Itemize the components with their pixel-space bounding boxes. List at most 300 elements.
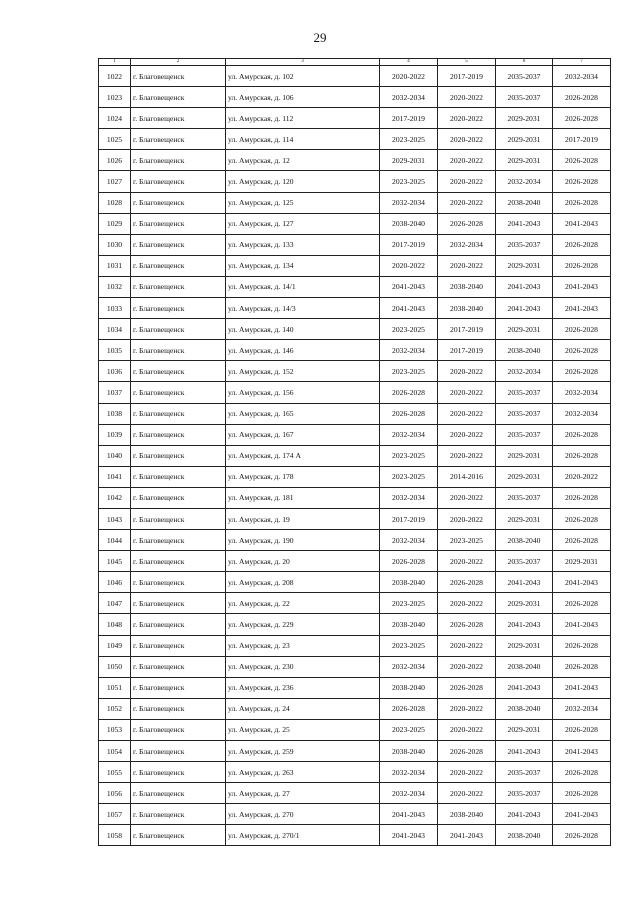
city-cell: г. Благовещенск — [131, 87, 226, 108]
address-cell: ул. Амурская, д. 236 — [226, 677, 380, 698]
row-number: 1046 — [99, 572, 131, 593]
period-cell-7: 2026-2028 — [553, 424, 611, 445]
address-cell: ул. Амурская, д. 270 — [226, 804, 380, 825]
period-cell-6: 2041-2043 — [496, 572, 553, 593]
table-row — [99, 171, 611, 192]
period-cell-7: 2032-2034 — [553, 698, 611, 719]
period-cell-5: 2026-2028 — [438, 213, 496, 234]
address-cell: ул. Амурская, д. 14/1 — [226, 276, 380, 297]
row-number: 1035 — [99, 340, 131, 361]
address-cell: ул. Амурская, д. 140 — [226, 319, 380, 340]
city-cell: г. Благовещенск — [131, 466, 226, 487]
table-row — [99, 445, 611, 466]
period-cell-5: 2020-2022 — [438, 783, 496, 804]
period-cell-4: 2023-2025 — [380, 445, 438, 466]
row-number: 1027 — [99, 171, 131, 192]
row-number: 1052 — [99, 698, 131, 719]
period-cell-5: 2020-2022 — [438, 656, 496, 677]
column-number-2: 2 — [131, 59, 226, 66]
table-row — [99, 614, 611, 635]
period-cell-7: 2026-2028 — [553, 361, 611, 382]
period-cell-6: 2035-2037 — [496, 424, 553, 445]
period-cell-6: 2035-2037 — [496, 487, 553, 508]
city-cell: г. Благовещенск — [131, 340, 226, 361]
period-cell-7: 2026-2028 — [553, 340, 611, 361]
period-cell-6: 2029-2031 — [496, 129, 553, 150]
city-cell: г. Благовещенск — [131, 677, 226, 698]
period-cell-5: 2038-2040 — [438, 804, 496, 825]
period-cell-6: 2029-2031 — [496, 255, 553, 276]
city-cell: г. Благовещенск — [131, 108, 226, 129]
city-cell: г. Благовещенск — [131, 234, 226, 255]
period-cell-6: 2035-2037 — [496, 66, 553, 87]
city-cell: г. Благовещенск — [131, 508, 226, 529]
column-number-3: 3 — [226, 59, 380, 66]
period-cell-6: 2029-2031 — [496, 319, 553, 340]
period-cell-7: 2026-2028 — [553, 719, 611, 740]
city-cell: г. Благовещенск — [131, 361, 226, 382]
period-cell-7: 2026-2028 — [553, 825, 611, 846]
period-cell-4: 2032-2034 — [380, 340, 438, 361]
city-cell: г. Благовещенск — [131, 382, 226, 403]
period-cell-6: 2029-2031 — [496, 445, 553, 466]
table-row — [99, 276, 611, 297]
city-cell: г. Благовещенск — [131, 614, 226, 635]
period-cell-5: 2020-2022 — [438, 762, 496, 783]
address-cell: ул. Амурская, д. 134 — [226, 255, 380, 276]
period-cell-7: 2029-2031 — [553, 551, 611, 572]
period-cell-5: 2020-2022 — [438, 508, 496, 529]
period-cell-4: 2023-2025 — [380, 466, 438, 487]
period-cell-4: 2032-2034 — [380, 424, 438, 445]
row-number: 1024 — [99, 108, 131, 129]
period-cell-5: 2020-2022 — [438, 593, 496, 614]
period-cell-6: 2041-2043 — [496, 276, 553, 297]
period-cell-5: 2020-2022 — [438, 487, 496, 508]
row-number: 1042 — [99, 487, 131, 508]
period-cell-5: 2020-2022 — [438, 87, 496, 108]
period-cell-7: 2026-2028 — [553, 234, 611, 255]
address-cell: ул. Амурская, д. 165 — [226, 403, 380, 424]
row-number: 1058 — [99, 825, 131, 846]
period-cell-5: 2038-2040 — [438, 276, 496, 297]
row-number: 1056 — [99, 783, 131, 804]
city-cell: г. Благовещенск — [131, 424, 226, 445]
table-row — [99, 698, 611, 719]
period-cell-4: 2032-2034 — [380, 530, 438, 551]
period-cell-7: 2041-2043 — [553, 213, 611, 234]
period-cell-7: 2041-2043 — [553, 804, 611, 825]
row-number: 1049 — [99, 635, 131, 656]
table-row — [99, 129, 611, 150]
address-cell: ул. Амурская, д. 174 А — [226, 445, 380, 466]
period-cell-6: 2038-2040 — [496, 340, 553, 361]
period-cell-6: 2038-2040 — [496, 698, 553, 719]
row-number: 1023 — [99, 87, 131, 108]
period-cell-6: 2029-2031 — [496, 635, 553, 656]
address-cell: ул. Амурская, д. 102 — [226, 66, 380, 87]
period-cell-4: 2041-2043 — [380, 298, 438, 319]
row-number: 1048 — [99, 614, 131, 635]
city-cell: г. Благовещенск — [131, 551, 226, 572]
row-number: 1025 — [99, 129, 131, 150]
period-cell-4: 2026-2028 — [380, 403, 438, 424]
city-cell: г. Благовещенск — [131, 445, 226, 466]
city-cell: г. Благовещенск — [131, 213, 226, 234]
table-row — [99, 825, 611, 846]
address-cell: ул. Амурская, д. 152 — [226, 361, 380, 382]
period-cell-4: 2032-2034 — [380, 487, 438, 508]
period-cell-7: 2026-2028 — [553, 508, 611, 529]
table-row — [99, 87, 611, 108]
period-cell-7: 2026-2028 — [553, 108, 611, 129]
row-number: 1045 — [99, 551, 131, 572]
period-cell-6: 2041-2043 — [496, 804, 553, 825]
period-cell-7: 2026-2028 — [553, 593, 611, 614]
row-number: 1031 — [99, 255, 131, 276]
address-cell: ул. Амурская, д. 229 — [226, 614, 380, 635]
city-cell: г. Благовещенск — [131, 762, 226, 783]
city-cell: г. Благовещенск — [131, 804, 226, 825]
row-number: 1057 — [99, 804, 131, 825]
period-cell-7: 2026-2028 — [553, 783, 611, 804]
row-number: 1026 — [99, 150, 131, 171]
table-row — [99, 319, 611, 340]
city-cell: г. Благовещенск — [131, 635, 226, 656]
city-cell: г. Благовещенск — [131, 192, 226, 213]
table-row — [99, 66, 611, 87]
table-row — [99, 403, 611, 424]
city-cell: г. Благовещенск — [131, 741, 226, 762]
period-cell-4: 2023-2025 — [380, 635, 438, 656]
period-cell-5: 2020-2022 — [438, 551, 496, 572]
period-cell-5: 2026-2028 — [438, 677, 496, 698]
table-row — [99, 108, 611, 129]
city-cell: г. Благовещенск — [131, 319, 226, 340]
period-cell-4: 2023-2025 — [380, 171, 438, 192]
period-cell-5: 2020-2022 — [438, 129, 496, 150]
row-number: 1047 — [99, 593, 131, 614]
row-number: 1055 — [99, 762, 131, 783]
period-cell-5: 2038-2040 — [438, 298, 496, 319]
period-cell-4: 2023-2025 — [380, 129, 438, 150]
address-cell: ул. Амурская, д. 178 — [226, 466, 380, 487]
period-cell-4: 2032-2034 — [380, 192, 438, 213]
address-cell: ул. Амурская, д. 106 — [226, 87, 380, 108]
column-number-5: 5 — [438, 59, 496, 66]
period-cell-4: 2041-2043 — [380, 825, 438, 846]
row-number: 1034 — [99, 319, 131, 340]
period-cell-4: 2032-2034 — [380, 783, 438, 804]
city-cell: г. Благовещенск — [131, 698, 226, 719]
period-cell-6: 2041-2043 — [496, 213, 553, 234]
period-cell-6: 2029-2031 — [496, 150, 553, 171]
period-cell-4: 2032-2034 — [380, 656, 438, 677]
period-cell-6: 2029-2031 — [496, 508, 553, 529]
city-cell: г. Благовещенск — [131, 783, 226, 804]
table-body — [99, 66, 611, 846]
period-cell-7: 2026-2028 — [553, 530, 611, 551]
table-row — [99, 382, 611, 403]
period-cell-4: 2038-2040 — [380, 213, 438, 234]
row-number: 1039 — [99, 424, 131, 445]
period-cell-7: 2026-2028 — [553, 445, 611, 466]
period-cell-4: 2017-2019 — [380, 234, 438, 255]
period-cell-6: 2029-2031 — [496, 108, 553, 129]
row-number: 1028 — [99, 192, 131, 213]
address-cell: ул. Амурская, д. 22 — [226, 593, 380, 614]
address-cell: ул. Амурская, д. 133 — [226, 234, 380, 255]
period-cell-6: 2032-2034 — [496, 171, 553, 192]
period-cell-7: 2032-2034 — [553, 382, 611, 403]
period-cell-6: 2041-2043 — [496, 677, 553, 698]
period-cell-5: 2014-2016 — [438, 466, 496, 487]
period-cell-6: 2041-2043 — [496, 614, 553, 635]
row-number: 1032 — [99, 276, 131, 297]
period-cell-7: 2041-2043 — [553, 614, 611, 635]
period-cell-6: 2041-2043 — [496, 741, 553, 762]
column-number-row — [99, 59, 611, 66]
period-cell-4: 2038-2040 — [380, 572, 438, 593]
period-cell-4: 2038-2040 — [380, 614, 438, 635]
period-cell-6: 2038-2040 — [496, 530, 553, 551]
period-cell-5: 2023-2025 — [438, 530, 496, 551]
period-cell-5: 2026-2028 — [438, 614, 496, 635]
address-cell: ул. Амурская, д. 24 — [226, 698, 380, 719]
period-cell-7: 2032-2034 — [553, 66, 611, 87]
period-cell-5: 2020-2022 — [438, 698, 496, 719]
table-row — [99, 593, 611, 614]
period-cell-5: 2020-2022 — [438, 108, 496, 129]
table-row — [99, 192, 611, 213]
address-cell: ул. Амурская, д. 23 — [226, 635, 380, 656]
period-cell-7: 2032-2034 — [553, 403, 611, 424]
period-cell-4: 2017-2019 — [380, 108, 438, 129]
period-cell-4: 2038-2040 — [380, 741, 438, 762]
column-number-7: 7 — [553, 59, 611, 66]
address-cell: ул. Амурская, д. 259 — [226, 741, 380, 762]
period-cell-7: 2041-2043 — [553, 276, 611, 297]
address-cell: ул. Амурская, д. 181 — [226, 487, 380, 508]
period-cell-7: 2026-2028 — [553, 87, 611, 108]
address-cell: ул. Амурская, д. 112 — [226, 108, 380, 129]
period-cell-7: 2026-2028 — [553, 762, 611, 783]
period-cell-4: 2023-2025 — [380, 593, 438, 614]
period-cell-4: 2032-2034 — [380, 87, 438, 108]
period-cell-5: 2020-2022 — [438, 150, 496, 171]
period-cell-6: 2035-2037 — [496, 551, 553, 572]
row-number: 1044 — [99, 530, 131, 551]
row-number: 1033 — [99, 298, 131, 319]
row-number: 1029 — [99, 213, 131, 234]
period-cell-5: 2020-2022 — [438, 192, 496, 213]
row-number: 1050 — [99, 656, 131, 677]
period-cell-5: 2020-2022 — [438, 424, 496, 445]
address-cell: ул. Амурская, д. 14/3 — [226, 298, 380, 319]
table-row — [99, 677, 611, 698]
period-cell-6: 2035-2037 — [496, 87, 553, 108]
period-cell-4: 2026-2028 — [380, 382, 438, 403]
period-cell-7: 2041-2043 — [553, 298, 611, 319]
city-cell: г. Благовещенск — [131, 487, 226, 508]
period-cell-5: 2020-2022 — [438, 445, 496, 466]
address-cell: ул. Амурская, д. 114 — [226, 129, 380, 150]
period-cell-5: 2020-2022 — [438, 361, 496, 382]
period-cell-6: 2029-2031 — [496, 593, 553, 614]
table-row — [99, 719, 611, 740]
table-row — [99, 298, 611, 319]
row-number: 1043 — [99, 508, 131, 529]
city-cell: г. Благовещенск — [131, 171, 226, 192]
row-number: 1022 — [99, 66, 131, 87]
address-cell: ул. Амурская, д. 167 — [226, 424, 380, 445]
period-cell-7: 2026-2028 — [553, 171, 611, 192]
city-cell: г. Благовещенск — [131, 255, 226, 276]
address-cell: ул. Амурская, д. 263 — [226, 762, 380, 783]
city-cell: г. Благовещенск — [131, 129, 226, 150]
table-row — [99, 487, 611, 508]
row-number: 1053 — [99, 719, 131, 740]
period-cell-6: 2032-2034 — [496, 361, 553, 382]
table-row — [99, 783, 611, 804]
address-cell: ул. Амурская, д. 156 — [226, 382, 380, 403]
period-cell-6: 2041-2043 — [496, 298, 553, 319]
table-row — [99, 150, 611, 171]
period-cell-5: 2017-2019 — [438, 319, 496, 340]
period-cell-7: 2017-2019 — [553, 129, 611, 150]
address-cell: ул. Амурская, д. 230 — [226, 656, 380, 677]
period-cell-4: 2023-2025 — [380, 719, 438, 740]
table-row — [99, 741, 611, 762]
period-cell-7: 2026-2028 — [553, 192, 611, 213]
period-cell-4: 2020-2022 — [380, 66, 438, 87]
table-row — [99, 255, 611, 276]
period-cell-6: 2029-2031 — [496, 466, 553, 487]
period-cell-4: 2020-2022 — [380, 255, 438, 276]
period-cell-7: 2026-2028 — [553, 487, 611, 508]
city-cell: г. Благовещенск — [131, 593, 226, 614]
city-cell: г. Благовещенск — [131, 150, 226, 171]
period-cell-4: 2017-2019 — [380, 508, 438, 529]
row-number: 1037 — [99, 382, 131, 403]
period-cell-6: 2029-2031 — [496, 719, 553, 740]
table-row — [99, 635, 611, 656]
table-row — [99, 762, 611, 783]
row-number: 1036 — [99, 361, 131, 382]
row-number: 1038 — [99, 403, 131, 424]
period-cell-4: 2032-2034 — [380, 762, 438, 783]
period-cell-5: 2020-2022 — [438, 255, 496, 276]
period-cell-6: 2038-2040 — [496, 825, 553, 846]
row-number: 1041 — [99, 466, 131, 487]
period-cell-6: 2035-2037 — [496, 762, 553, 783]
period-cell-5: 2020-2022 — [438, 171, 496, 192]
address-cell: ул. Амурская, д. 146 — [226, 340, 380, 361]
address-cell: ул. Амурская, д. 12 — [226, 150, 380, 171]
row-number: 1051 — [99, 677, 131, 698]
row-number: 1040 — [99, 445, 131, 466]
column-number-6: 6 — [496, 59, 553, 66]
period-cell-7: 2026-2028 — [553, 255, 611, 276]
city-cell: г. Благовещенск — [131, 572, 226, 593]
period-cell-5: 2017-2019 — [438, 340, 496, 361]
address-cell: ул. Амурская, д. 270/1 — [226, 825, 380, 846]
period-cell-6: 2038-2040 — [496, 192, 553, 213]
period-cell-6: 2035-2037 — [496, 234, 553, 255]
period-cell-4: 2041-2043 — [380, 276, 438, 297]
page-number: 29 — [313, 30, 327, 45]
period-cell-5: 2041-2043 — [438, 825, 496, 846]
period-cell-4: 2026-2028 — [380, 551, 438, 572]
period-cell-4: 2026-2028 — [380, 698, 438, 719]
period-cell-4: 2023-2025 — [380, 319, 438, 340]
city-cell: г. Благовещенск — [131, 825, 226, 846]
period-cell-5: 2020-2022 — [438, 403, 496, 424]
period-cell-7: 2026-2028 — [553, 150, 611, 171]
city-cell: г. Благовещенск — [131, 66, 226, 87]
period-cell-5: 2020-2022 — [438, 719, 496, 740]
address-cell: ул. Амурская, д. 120 — [226, 171, 380, 192]
city-cell: г. Благовещенск — [131, 530, 226, 551]
table-row — [99, 361, 611, 382]
period-cell-5: 2026-2028 — [438, 741, 496, 762]
period-cell-5: 2020-2022 — [438, 382, 496, 403]
period-cell-5: 2032-2034 — [438, 234, 496, 255]
period-cell-6: 2035-2037 — [496, 403, 553, 424]
table-row — [99, 572, 611, 593]
city-cell: г. Благовещенск — [131, 276, 226, 297]
period-cell-4: 2029-2031 — [380, 150, 438, 171]
table-row — [99, 340, 611, 361]
period-cell-6: 2038-2040 — [496, 656, 553, 677]
housing-schedule-table — [98, 58, 611, 846]
period-cell-5: 2020-2022 — [438, 635, 496, 656]
table-row — [99, 424, 611, 445]
address-cell: ул. Амурская, д. 25 — [226, 719, 380, 740]
address-cell: ул. Амурская, д. 127 — [226, 213, 380, 234]
table-row — [99, 213, 611, 234]
table-row — [99, 804, 611, 825]
period-cell-4: 2023-2025 — [380, 361, 438, 382]
address-cell: ул. Амурская, д. 190 — [226, 530, 380, 551]
period-cell-4: 2038-2040 — [380, 677, 438, 698]
period-cell-7: 2026-2028 — [553, 656, 611, 677]
period-cell-5: 2026-2028 — [438, 572, 496, 593]
table-row — [99, 530, 611, 551]
period-cell-7: 2041-2043 — [553, 572, 611, 593]
address-cell: ул. Амурская, д. 27 — [226, 783, 380, 804]
row-number: 1054 — [99, 741, 131, 762]
table-row — [99, 551, 611, 572]
period-cell-4: 2041-2043 — [380, 804, 438, 825]
table-row — [99, 466, 611, 487]
column-number-1: 1 — [99, 59, 131, 66]
table-row — [99, 656, 611, 677]
table-row — [99, 234, 611, 255]
period-cell-7: 2026-2028 — [553, 319, 611, 340]
period-cell-7: 2041-2043 — [553, 741, 611, 762]
period-cell-7: 2026-2028 — [553, 635, 611, 656]
period-cell-6: 2035-2037 — [496, 783, 553, 804]
address-cell: ул. Амурская, д. 19 — [226, 508, 380, 529]
period-cell-7: 2041-2043 — [553, 677, 611, 698]
period-cell-7: 2020-2022 — [553, 466, 611, 487]
period-cell-5: 2017-2019 — [438, 66, 496, 87]
city-cell: г. Благовещенск — [131, 403, 226, 424]
period-cell-6: 2035-2037 — [496, 382, 553, 403]
row-number: 1030 — [99, 234, 131, 255]
column-number-4: 4 — [380, 59, 438, 66]
